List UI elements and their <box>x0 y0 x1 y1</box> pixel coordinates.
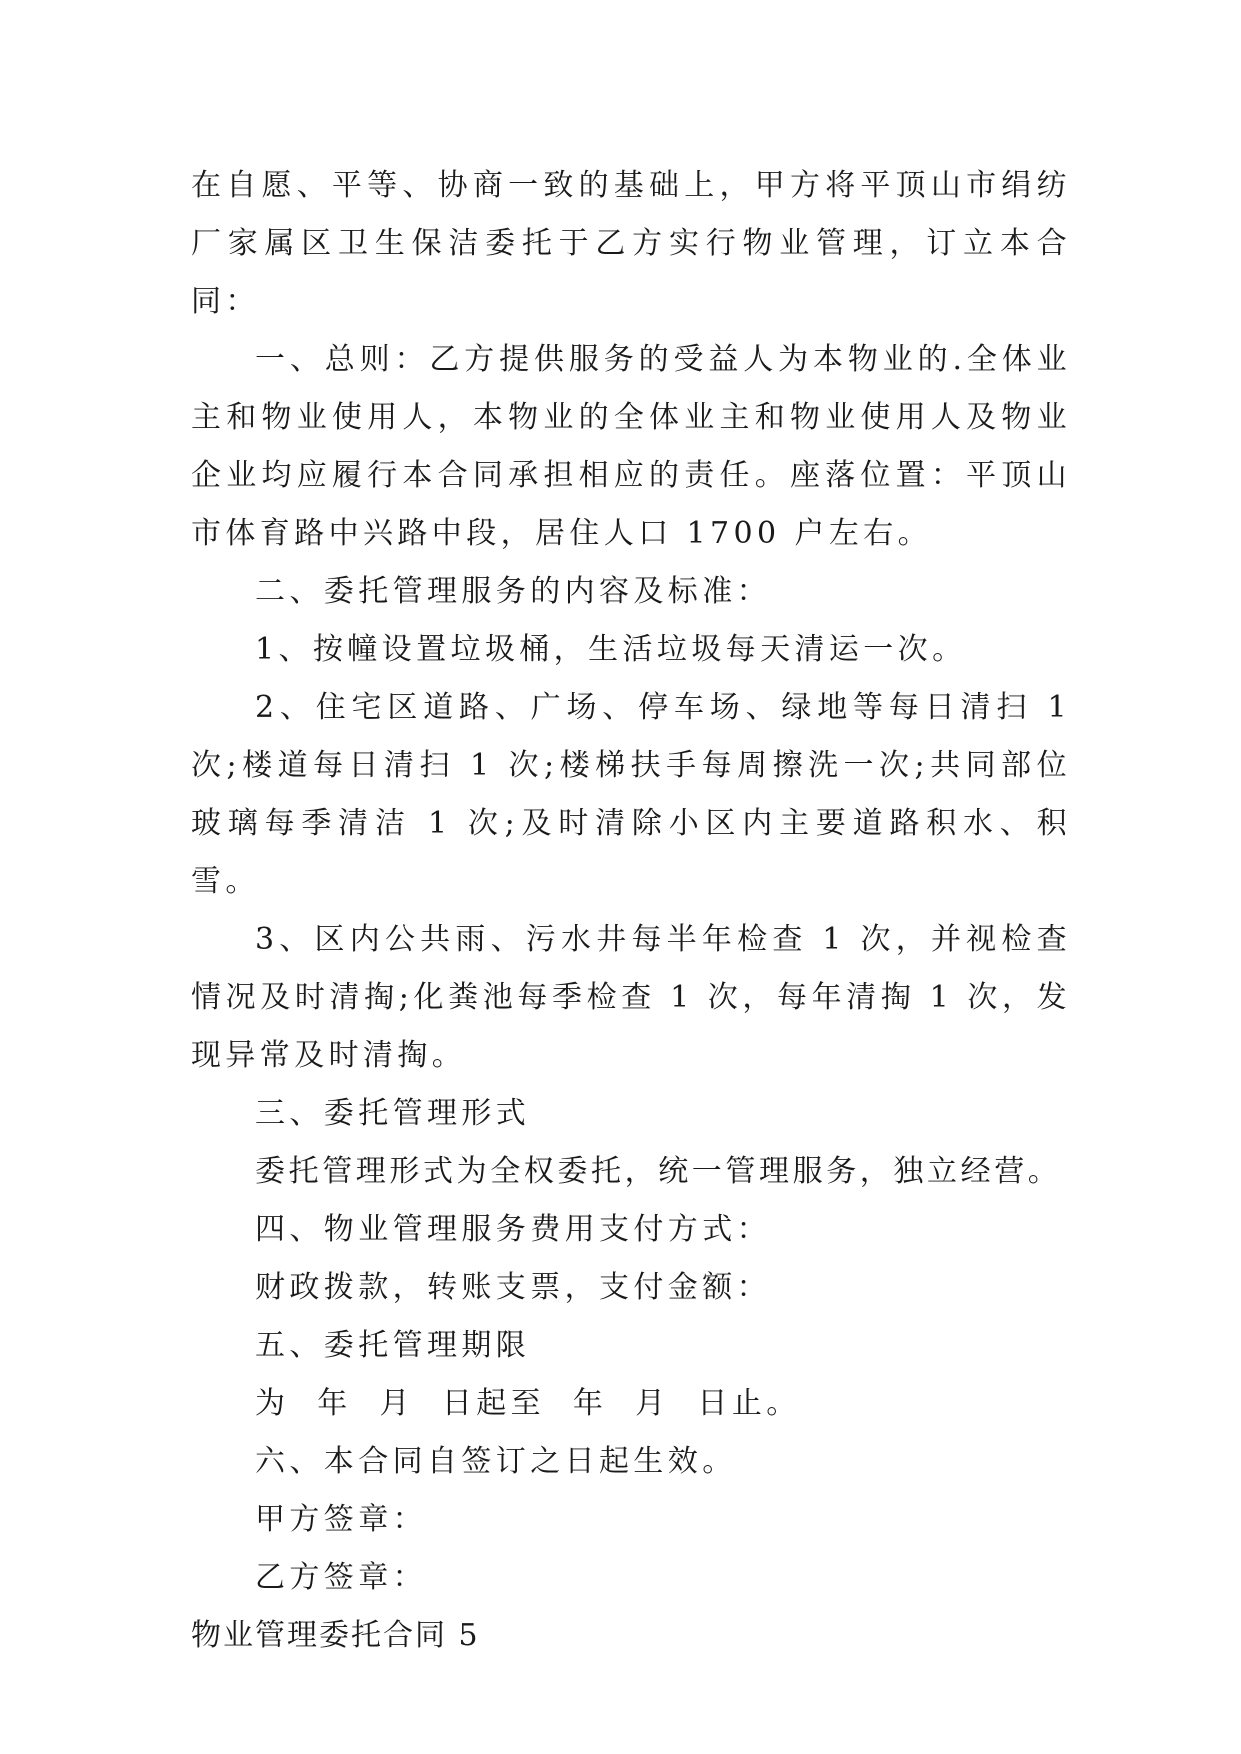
paragraph-term-dates: 为 年 月 日起至 年 月 日止。 <box>255 1386 801 1421</box>
paragraph-management-form: 委托管理形式为全权委托，统一管理服务，独立经营。 <box>255 1154 1062 1189</box>
paragraph-management-form-heading: 三、委托管理形式 <box>255 1096 531 1131</box>
party-b-signature: 乙方签章： <box>255 1560 427 1595</box>
paragraph-service-item-2: 2、住宅区道路、广场、停车场、绿地等每日清扫 1 次;楼道每日清扫 1 次;楼梯扶手每周擦洗一次;共同部位玻璃每季清洁 1 次;及时清除小区内主要道路积水、积雪。 <box>191 690 1071 899</box>
document-body <box>191 157 1071 1665</box>
party-a-signature: 甲方签章： <box>255 1502 427 1537</box>
paragraph-fee-heading: 四、物业管理服务费用支付方式： <box>255 1212 771 1247</box>
paragraph-fee-method: 财政拨款，转账支票，支付金额： <box>255 1270 771 1305</box>
paragraph-service-item-3: 3、区内公共雨、污水井每半年检查 1 次，并视检查情况及时清掏;化粪池每季检查 1 次，每年清掏 1 次，发现异常及时清掏。 <box>191 922 1071 1073</box>
next-contract-title: 物业管理委托合同 5 <box>191 1618 480 1653</box>
paragraph-term-heading: 五、委托管理期限 <box>255 1328 531 1363</box>
paragraph-preamble: 在自愿、平等、协商一致的基础上，甲方将平顶山市绢纺厂家属区卫生保洁委托于乙方实行物业管理，订立本合同： <box>191 168 1071 319</box>
paragraph-service-item-1: 1、按幢设置垃圾桶，生活垃圾每天清运一次。 <box>255 632 967 667</box>
paragraph-service-heading: 二、委托管理服务的内容及标准： <box>255 574 771 609</box>
paragraph-general-provisions: 一、总则：乙方提供服务的受益人为本物业的.全体业主和物业使用人，本物业的全体业主和物业使用人及物业企业均应履行本合同承担相应的责任。座落位置：平顶山市体育路中兴路中段，居住人口 1700 户左右。 <box>191 342 1071 551</box>
paragraph-effective: 六、本合同自签订之日起生效。 <box>255 1444 737 1479</box>
